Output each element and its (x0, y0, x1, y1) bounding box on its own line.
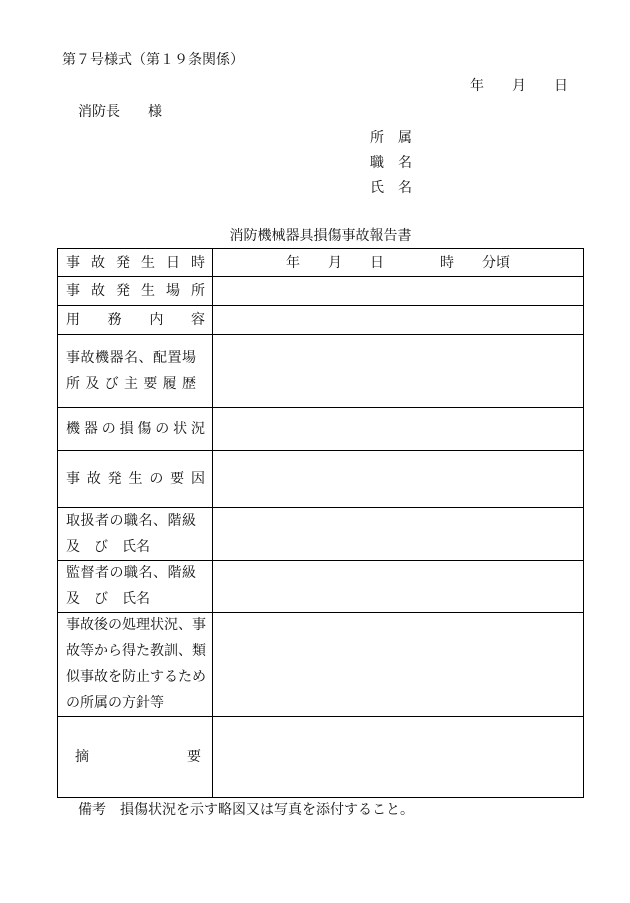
row-label (66, 560, 196, 612)
row-label-cell (58, 508, 213, 561)
row-value-cell (213, 508, 584, 561)
row-label: 事故発生の要因 (66, 471, 212, 487)
row-value-cell (213, 717, 584, 798)
row-label-line: 及 び 氏名 (66, 591, 150, 607)
row-label-line: 似事故を防止するため (66, 669, 206, 685)
row-value-cell (213, 277, 584, 306)
row-label-line: 監督者の職名、階級 (66, 565, 197, 581)
row-label-cell (58, 560, 213, 613)
row-summary (58, 717, 584, 798)
row-label-cell (58, 306, 233, 335)
row-label-line: 取扱者の職名、階級 (66, 513, 197, 529)
row-label-cell (58, 249, 216, 277)
row-label-cell (58, 717, 299, 798)
row-label: 事故発生場所 (66, 283, 216, 299)
row-label (66, 508, 196, 560)
row-value-cell (213, 451, 584, 508)
document-title: 消防機械器具損傷事故報告書 (229, 228, 412, 244)
row-business-content (58, 306, 584, 335)
row-accident-cause (58, 451, 584, 508)
reporter-position-label: 職 名 (370, 155, 412, 171)
row-label-cell (58, 451, 213, 508)
row-label: 用務内容 (66, 312, 233, 328)
row-label (66, 345, 202, 397)
row-label: 機器の損傷の状況 (66, 421, 209, 437)
row-accident-datetime (58, 249, 584, 277)
row-supervisor (58, 560, 584, 612)
accident-datetime-value: 年 月 日 時 分頃 (286, 254, 510, 271)
row-accident-location (58, 277, 584, 306)
row-post-accident-measures (58, 612, 584, 717)
reporter-name-label: 氏 名 (370, 180, 412, 196)
addressee: 消防長 様 (78, 104, 162, 120)
row-label-line: の所属の方針等 (66, 695, 164, 711)
row-equipment-history (58, 335, 584, 408)
remarks-note: 備考 損傷状況を示す略図又は写真を添付すること。 (78, 802, 414, 818)
row-value-cell (213, 249, 584, 277)
row-label-line: 及 び 氏名 (66, 539, 150, 555)
row-label-cell (58, 335, 213, 408)
row-label-cell (58, 277, 216, 306)
row-label: 事故発生日時 (66, 254, 216, 271)
form-number: 第７号様式（第１９条関係） (62, 52, 244, 68)
row-label (66, 612, 206, 716)
row-label-cell (58, 612, 213, 717)
row-value-cell (213, 335, 584, 408)
report-table (57, 248, 584, 798)
row-label-line: 事故後の処理状況、事 (66, 617, 206, 633)
row-label-line: 事故機器名、配置場 (66, 350, 197, 366)
row-value-cell (213, 560, 584, 613)
row-damage-status (58, 408, 584, 451)
row-label-line: 所及び主要履歴 (66, 376, 202, 392)
row-value-cell (213, 408, 584, 451)
row-label-line: 故等から得た教訓、類 (66, 643, 206, 659)
row-label: 摘要 (75, 749, 299, 765)
reporter-affiliation-label: 所 属 (370, 130, 412, 146)
row-value-cell (213, 306, 584, 335)
row-value-cell (213, 612, 584, 717)
row-label-cell (58, 408, 213, 451)
report-date-line: 年 月 日 (470, 78, 568, 94)
row-operator (58, 508, 584, 560)
